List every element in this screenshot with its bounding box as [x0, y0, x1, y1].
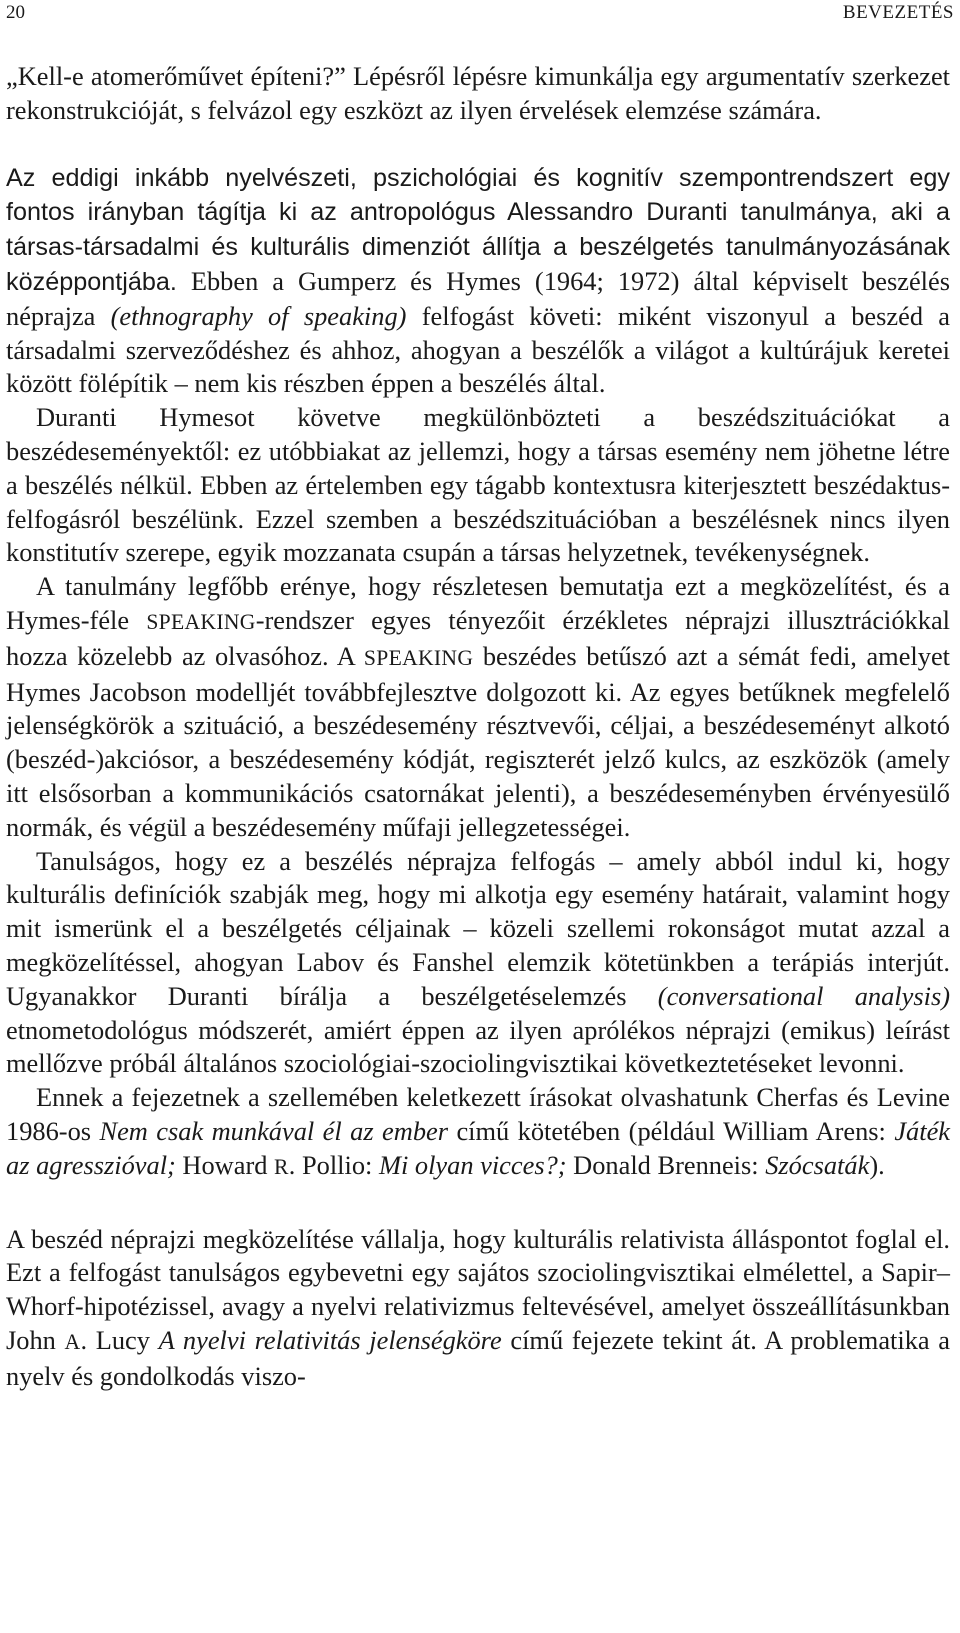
chapter-title: Szócsaták	[765, 1149, 870, 1180]
ethnography-term: (ethnography of speaking)	[110, 300, 407, 331]
page-header	[6, 2, 954, 26]
paragraph-3: Duranti Hymesot követve megkülönbözteti a beszédszituációkat a beszédeseményektől: ez utóbbiakat az jellemzi, hogy a társas esemény nem jöhetne létre a beszélés nélkül. Ebben az értelemben egy tágabb kontextusra kiterjesztett beszédaktus-felfogásról beszélünk. Ezzel szemben a beszédszituációban a beszélésnek nincs ilyen konstitutív szerepe, egyik mozzanata csupán a társas helyzetnek, tevékenységnek.	[6, 402, 950, 568]
paragraph-5: Tanulságos, hogy ez a beszélés néprajza felfogás – amely abból indul ki, hogy kulturális definíciók szabják meg, hogy mi alkotja egy esemény határait, valamint hogy mit ismerünk el a beszélgetés céljainak – közeli szellemi rokonságot mutat azzal a megközelítéssel, ahogyan Labov és Fanshel elemzik kötetünkben a terápiás interjút. Ugyanakkor Duranti bírálja a beszélgetéselemzés (conversational analysis) etnometodológus módszerét, amiért éppen az ilyen aprólékos néprajzi (emikus) leírást mellőzve próbál általános szociológiai-szociolingvisztikai következtetéseket levonni.	[6, 845, 950, 1079]
paragraph-4: A tanulmány legfőbb erénye, hogy részletesen bemutatja ezt a megközelítést, és a Hymes-féle SPEAKING-rendszer egyes tényezőit érzékletes néprajzi illusztrációkkal hozza közelebb az olvasóhoz. A SPEAKING beszédes betűszó azt a sémát fedi, amelyet Hymes Jacobson modelljét továbbfejlesztve dolgozott ki. Az egyes betűknek megfelelő jelenségkörök a szituáció, a beszédesemény résztvevői, céljai, a beszédeseményt alkotó (beszéd-)akciósor, a beszédesemény kódját, regiszterét jelző kulcs, az eszközök (amely itt elsősorban a kommunikációs csatornákat jelenti), a beszédeseményben érvényesülő normák, és végül a beszédesemény műfaji jellegzetességei.	[6, 571, 950, 842]
chapter-title: Játék az agresszióval;	[6, 1115, 950, 1180]
chapter-title: A nyelvi relativitás jelenségköre	[158, 1324, 502, 1355]
speaking-acronym: SPEAKING	[363, 645, 474, 670]
speaking-acronym: SPEAKING	[146, 609, 256, 634]
body-text	[6, 60, 950, 1393]
book-title: Nem csak munkával él az ember	[99, 1115, 449, 1146]
paragraph-6: Ennek a fejezetnek a szellemében keletkezett írásokat olvashatunk Cherfas és Levine 1986-os Nem csak munkával él az ember című kötetében (például William Arens: Játék az agresszióval; Howard R. Pollio: Mi olyan vicces?; Donald Brenneis: Szócsaták).	[6, 1082, 950, 1180]
paragraph-2: Az eddigi inkább nyelvészeti, pszichológiai és kognitív szempontrendszert egy fontos irányban tágítja ki az antropológus Alessandro Duranti tanulmánya, aki a társas-társadalmi és kulturális dimenziót állítja a beszélgetés tanulmányozásának középpontjába. Ebben a Gumperz és Hymes (1964; 1972) által képviselt beszélés néprajza (ethnography of speaking) felfogást követi: miként viszonyul a beszéd a társadalmi szerveződéshez és ahhoz, ahogyan a beszélők a világot a kultúrájuk keretei között fölépítik – nem kis részben éppen a beszélés által.	[6, 163, 950, 399]
paragraph-7: A beszéd néprajzi megközelítése vállalja, hogy kulturális relativista álláspontot foglal el. Ezt a felfogást tanulságos egybevetni egy sajátos szociolingvisztikai elmélettel, a Sapir–Whorf-hipotézissel, avagy a nyelvi relativizmus feltevésével, amelyet összeállításunkban John A. Lucy A nyelvi relativitás jelenségköre című fejezete tekint át. A problematika a nyelv és gondolkodás viszo-	[6, 1223, 950, 1391]
conversational-analysis-term: (conversational analysis)	[657, 980, 950, 1011]
running-head: BEVEZETÉS	[842, 2, 954, 23]
paragraph-2-lead: Az eddigi inkább nyelvészeti, pszichológiai és kognitív szempontrendszert egy fontos irányban tágítja ki az antropológus Alessandro Duranti tanulmánya, aki a társas-társadalmi és kulturális dimenziót állítja a beszélgetés tanulmányozásának középpontjába.	[6, 163, 950, 296]
chapter-title: Mi olyan vicces?;	[378, 1149, 567, 1180]
page-number: 20	[6, 2, 25, 23]
paragraph-1: „Kell-e atomerőművet építeni?” Lépésről lépésre kimunkálja egy argumentatív szerkezet rekonstrukcióját, s felvázol egy eszközt az ilyen érvelések elemzése számára.	[6, 61, 950, 125]
